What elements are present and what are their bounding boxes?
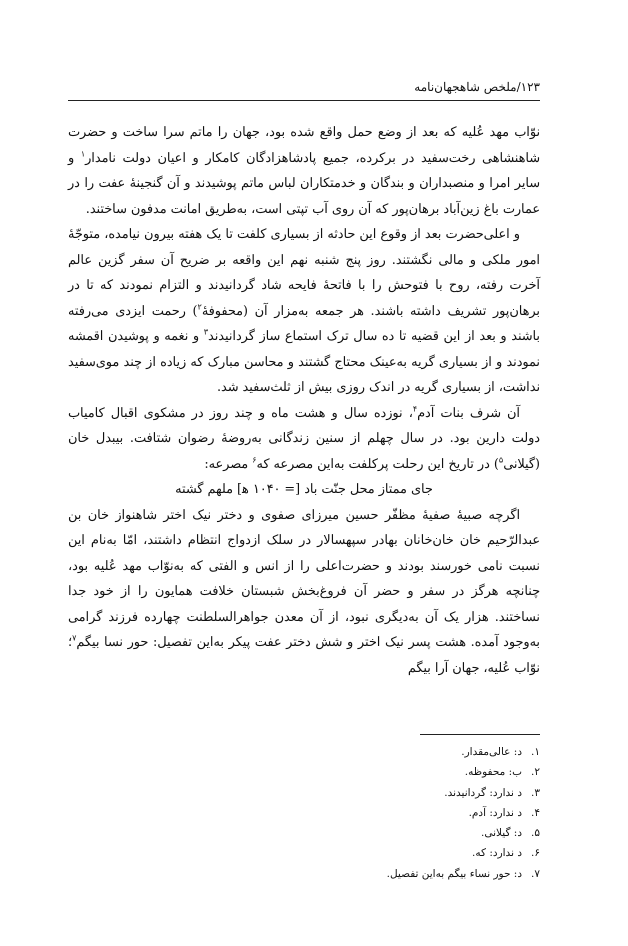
footnote-ref[interactable]: ۱ <box>80 149 86 159</box>
footnote-ref[interactable]: ۵ <box>498 455 504 465</box>
footnote-item: ۷.د: حور نساء بیگم به‌این تفصیل. <box>386 867 540 880</box>
footnote-item: ۳.د ندارد: گردانیدند. <box>444 786 540 799</box>
footnote-ref[interactable]: ۶ <box>252 455 257 465</box>
footnote-item: ۵.د: گیلانی. <box>481 827 540 840</box>
footnotes <box>240 742 540 884</box>
footnote-ref[interactable]: ۲ <box>197 302 202 312</box>
running-title: /ملخص شاهجهان‌نامه <box>414 80 521 94</box>
footnote-ref[interactable]: ۴ <box>412 404 418 414</box>
verse-line: جای ممتاز محل جنّت باد [= ۱۰۴۰ ه‍] ملهم گشته <box>175 482 433 497</box>
footnote-item: ۲.ب: محفوظه. <box>464 766 540 779</box>
header-rule <box>68 100 540 101</box>
footnote-ref[interactable]: ۳ <box>203 327 208 337</box>
footnote-item: ۴.د ندارد: آدم. <box>468 806 540 819</box>
paragraph-3: آن شرف بنات آدم$^۴$، نوزده سال و هشت ماه و چند روز در مشکوی اقبال کامیاب دولت دارین بود. در سال چهلم از سنین زندگانی به‌روضهٔ رضوان شتافت. بیبدل خان (گیلانی$^۵$) در تاریخ این رحلت پرکلفت به‌این مصرعه که$^۶$ مصرعه: <box>68 404 540 472</box>
footnote-item: ۱.د: عالی‌مقدار. <box>461 746 540 758</box>
main-text <box>68 120 540 681</box>
paragraph-4: اگرچه صبیهٔ صفیهٔ مظفّر حسین میرزای صفوی و دختر نیک اختر شاهنواز خان بن عبدالرّحیم خان خان‌خانان بهادر سپهسالار در سلک ازدواج انتظام داشتند، امّا به‌نام این نسبت نامی خورسند بودند و حضرت‌اعلی را از انس و الفتی که به‌نوّاب مهد عُلیه بود، چنانچه هرگز در سفر و حضر آن فروغ‌بخش شبستان خلافت همایون را از خود جدا نساختند. هزار یک آن به‌دیگری نبود، از آن معدن جواهرالسلطنت چهارده فرزند گرامی به‌وجود آمده. هشت پسر نیک اختر و شش دختر عفت پیکر به‌این تفصیل: حور نسا بیگم$^۷$؛ نوّاب عُلیه، جهان آرا بیگم <box>68 507 540 676</box>
footnote-ref[interactable]: ۷ <box>72 633 77 643</box>
paragraph-2: و اعلی‌حضرت بعد از وقوع این حادثه از بسیاری کلفت تا یک هفته بیرون نیامده، متوجّهٔ امور ملکی و مالی نگشتند. روز پنج شنبه نهم این واقعه بر ضریح آن سفر گزین عالم آخرت رفته، روح با فتوحش را با فاتحهٔ فایحه شاد گردانیدند و التزام نمودند که تا در برهان‌پور تشریف داشته باشند. هر جمعه به‌مزار آن (محفوفهٔ$^۲$) رحمت ایزدی می‌رفته باشند و بعد از این قضیه تا ده سال ترک استماع ساز گردانیدند$^۳$ و نغمه و پوشیدن اقمشه نمودند و از بسیاری گریه به‌عینک محتاج گشتند و محاسن مبارک که زیاده از چند موی‌سفید نداشت، از بسیاری گریه در اندک روزی بیش از ثلث‌سفید شد. <box>68 227 540 395</box>
footnote-item: ۶.د ندارد: که. <box>472 847 540 860</box>
footnote-rule <box>420 734 540 735</box>
paragraph-1: نوّاب مهد عُلیه که بعد از وضع حمل واقع شده بود، جهان را ماتم سرا ساخت و حضرت شاهنشاهی رخت‌سفید در برکرده، جمیع پادشاهزادگان کامکار و اعیان دولت نامدار$^۱$ و سایر امرا و منصبداران و بندگان و خدمتکاران لباس ماتم پوشیدند و آن گنجینهٔ عفت را در عمارت باغ زین‌آباد برهان‌پور که آن روی آب تپتی است، به‌طریق امانت مدفون ساختند. <box>68 125 540 217</box>
page-number: ۱۲۳ <box>520 80 540 94</box>
running-header <box>68 79 540 95</box>
